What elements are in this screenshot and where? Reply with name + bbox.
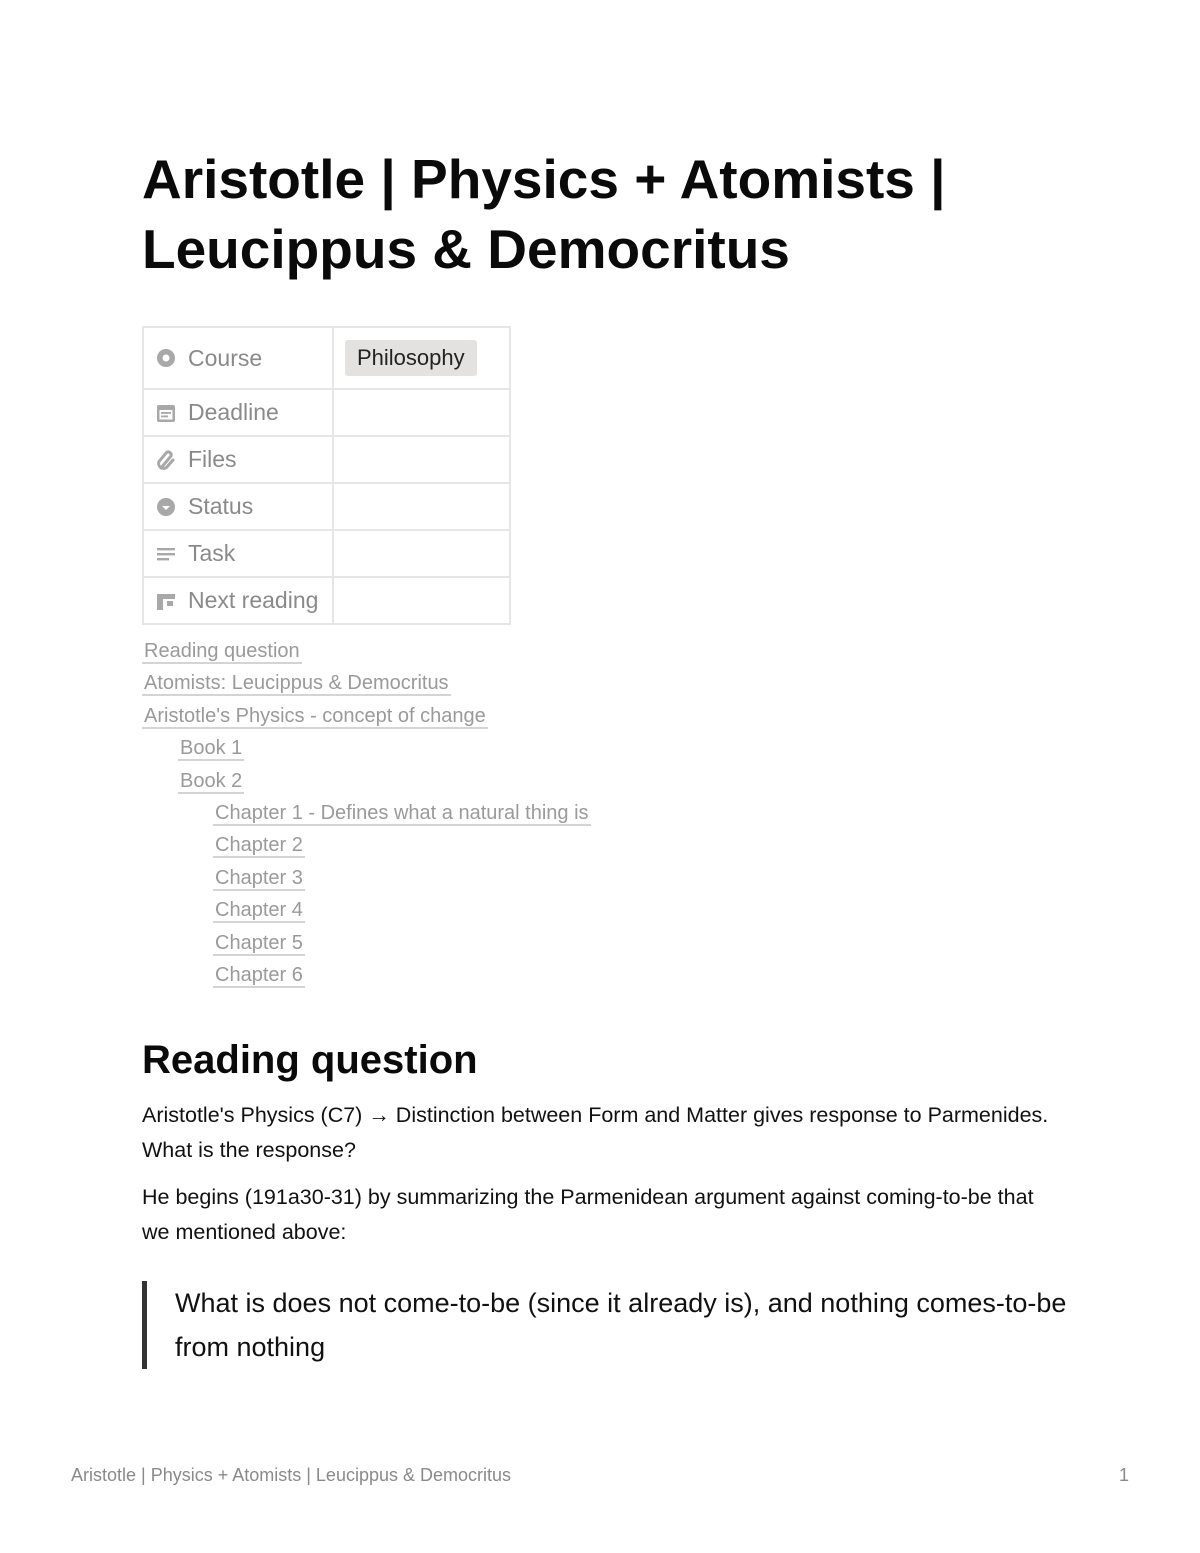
property-label-course: Course bbox=[188, 344, 263, 371]
property-row-task bbox=[143, 530, 510, 577]
table-of-contents bbox=[142, 636, 591, 992]
toc-link-chapter-4[interactable]: Chapter 4 bbox=[215, 899, 303, 922]
toc-item bbox=[142, 766, 591, 798]
property-row-status bbox=[143, 483, 510, 530]
toc-link-chapter-2[interactable]: Chapter 2 bbox=[215, 834, 303, 857]
circle-dot-icon bbox=[155, 496, 177, 518]
paragraph: He begins (191a30-31) by summarizing the Parmenidean argument against coming-to-be that we mentioned above: bbox=[142, 1185, 1034, 1244]
property-label-files: Files bbox=[188, 446, 237, 472]
circle-dot-icon bbox=[155, 347, 177, 369]
page-title: Aristotle | Physics + Atomists | Leucippus & Democritus bbox=[142, 148, 946, 280]
property-label-deadline: Deadline bbox=[188, 399, 279, 425]
toc-item bbox=[142, 895, 591, 927]
toc-link-atomists[interactable]: Atomists: Leucippus & Democritus bbox=[144, 672, 449, 695]
property-value-status[interactable] bbox=[333, 483, 510, 530]
toc-link-chapter-5[interactable]: Chapter 5 bbox=[215, 931, 303, 954]
text-lines-icon bbox=[155, 543, 177, 565]
block-quote: What is does not come-to-be (since it already is), and nothing comes-to-be from nothing bbox=[142, 1281, 1075, 1369]
toc-item bbox=[142, 733, 591, 765]
property-row-course bbox=[143, 327, 510, 389]
property-label-status: Status bbox=[188, 493, 254, 519]
property-label-next-reading: Next reading bbox=[188, 587, 319, 613]
toc-link-reading-question[interactable]: Reading question bbox=[144, 640, 300, 662]
toc-item bbox=[142, 960, 591, 992]
property-value-course-cell[interactable] bbox=[333, 327, 510, 389]
property-row-files bbox=[143, 436, 510, 483]
property-value-files[interactable] bbox=[333, 436, 510, 483]
properties-table bbox=[142, 326, 511, 625]
footer-title: Aristotle | Physics + Atomists | Leucippus & Democritus bbox=[71, 1465, 512, 1485]
paragraph: Aristotle's Physics (C7) → Distinction between Form and Matter gives response to Parmenides. What is the response? bbox=[142, 1103, 1049, 1162]
relation-icon bbox=[155, 590, 177, 612]
toc-link-chapter-1[interactable]: Chapter 1 - Defines what a natural thing is bbox=[215, 801, 589, 824]
toc-link-book-1[interactable]: Book 1 bbox=[180, 737, 243, 760]
toc-link-aristotles-physics[interactable]: Aristotle's Physics - concept of change bbox=[144, 704, 486, 727]
property-label-task: Task bbox=[188, 540, 236, 566]
toc-item bbox=[142, 928, 591, 960]
property-value-deadline[interactable] bbox=[333, 389, 510, 436]
toc-link-chapter-3[interactable]: Chapter 3 bbox=[215, 866, 303, 889]
section-heading: Reading question bbox=[142, 1038, 478, 1082]
property-row-next-reading bbox=[143, 577, 510, 624]
course-tag[interactable]: Philosophy bbox=[345, 340, 477, 376]
property-row-deadline bbox=[143, 389, 510, 436]
toc-link-book-2[interactable]: Book 2 bbox=[180, 769, 243, 792]
toc-item bbox=[142, 798, 591, 830]
property-value-task[interactable] bbox=[333, 530, 510, 577]
toc-item bbox=[142, 701, 591, 733]
toc-link-chapter-6[interactable]: Chapter 6 bbox=[215, 963, 303, 986]
property-value-next-reading[interactable] bbox=[333, 577, 510, 624]
toc-item bbox=[142, 668, 591, 700]
paperclip-icon bbox=[155, 449, 177, 471]
toc-item bbox=[142, 830, 591, 862]
toc-item bbox=[142, 863, 591, 895]
toc-item bbox=[142, 636, 591, 668]
calendar-icon bbox=[155, 402, 177, 424]
page-number: 1 bbox=[1118, 1465, 1129, 1485]
